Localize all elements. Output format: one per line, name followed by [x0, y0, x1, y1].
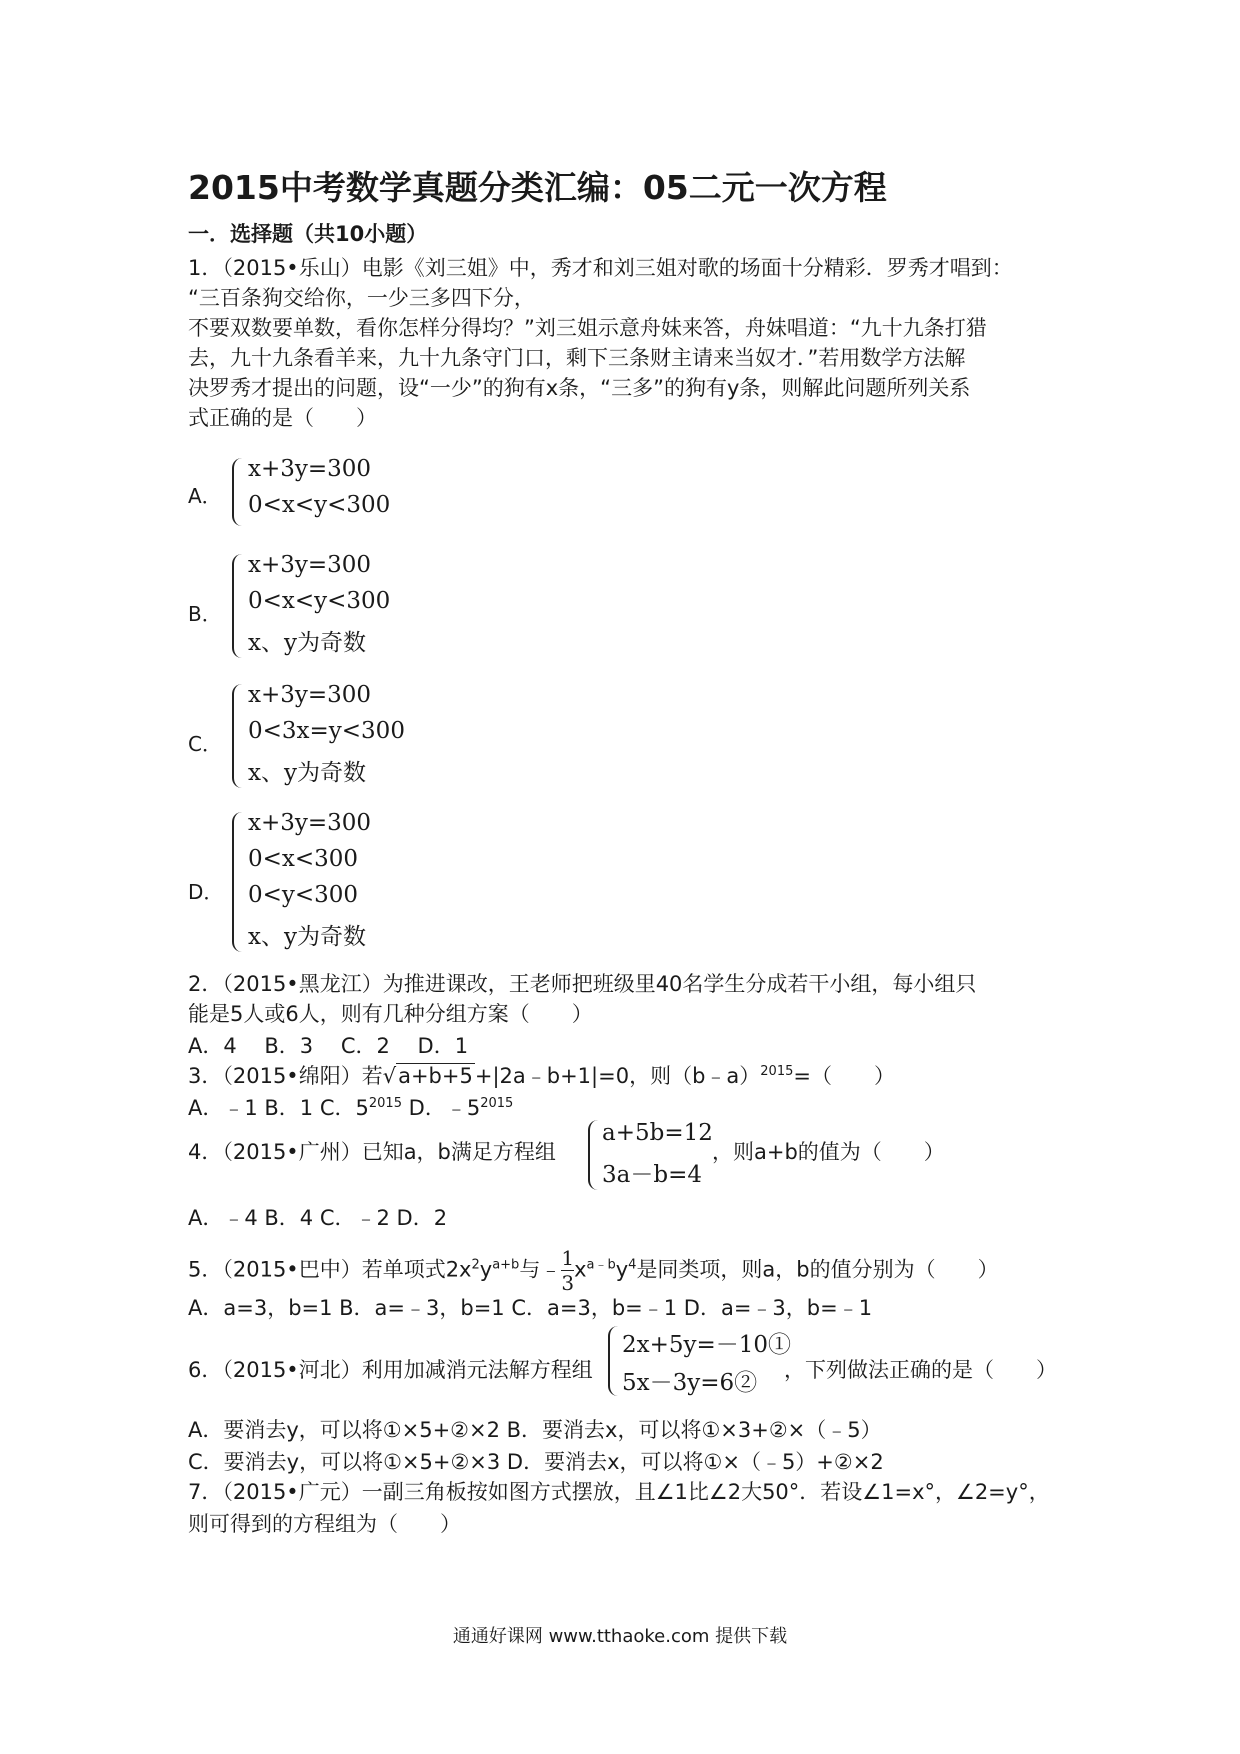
- section-heading: 一．选择题（共10小题）: [188, 222, 428, 246]
- q1-line-5: 决罗秀才提出的问题，设“一少”的狗有x条，“三多”的狗有y条，则解此问题所列关系: [188, 376, 971, 400]
- brace: [232, 458, 244, 526]
- q1-line-3: 不要双数要单数，看你怎样分得均？”刘三姐示意舟妹来答，舟妹唱道：“九十九条打猎: [188, 316, 987, 340]
- q5-exponent: a﹣b: [586, 1257, 616, 1273]
- q7-line-1: 7．（2015•广元）一副三角板按如图方式摆放，且∠1比∠2大50°．若设∠1=x°，∠2=y°，: [188, 1480, 1050, 1504]
- fraction-denominator: 3: [561, 1271, 575, 1295]
- page-footer: 通通好课网 www.tthaoke.com 提供下载: [452, 1626, 788, 1647]
- equation-row: x+3y=300: [248, 682, 372, 708]
- q1-option-b-label: B．: [188, 602, 222, 626]
- q3-exponent: 2015: [760, 1064, 794, 1079]
- equation-row: 5x－3y=6②: [622, 1370, 758, 1396]
- q3-prefix: 3．（2015•绵阳）若: [188, 1064, 383, 1088]
- q4-options: A．﹣4 B．4 C．﹣2 D．2: [188, 1206, 448, 1230]
- equation-row: a+5b=12: [602, 1120, 713, 1146]
- q2-line-2: 能是5人或6人，则有几种分组方案（ ）: [188, 1002, 593, 1026]
- q5-variable: y: [479, 1257, 493, 1282]
- q1-option-a-label: A．: [188, 484, 222, 508]
- equation-row: 3a－b=4: [602, 1162, 702, 1188]
- q5-variable: y: [615, 1257, 629, 1282]
- q5-exponent: 4: [628, 1257, 637, 1273]
- q2-options: A．4 B．3 C．2 D．1: [188, 1034, 469, 1058]
- q5-options: A．a=3，b=1 B．a=﹣3，b=1 C．a=3，b=﹣1 D．a=﹣3，b=﹣1: [188, 1296, 873, 1320]
- brace: [232, 812, 244, 952]
- q5-suffix: 是同类项，则a，b的值分别为（ ）: [636, 1257, 999, 1282]
- q1-option-d-label: D．: [188, 880, 224, 904]
- q4-suffix: ，则a+b的值为（ ）: [712, 1140, 945, 1164]
- brace: [608, 1326, 620, 1396]
- brace: [232, 684, 244, 788]
- q1-line-6: 式正确的是（ ）: [188, 406, 377, 430]
- q1-option-c-label: C．: [188, 732, 222, 756]
- equation-row: 0<y<300: [248, 882, 359, 908]
- equation-row: x、y为奇数: [248, 630, 366, 656]
- equation-row: 2x+5y=－10①: [622, 1332, 792, 1358]
- q4-prefix: 4．（2015•广州）已知a，b满足方程组: [188, 1140, 556, 1164]
- equation-row: 0<x<y<300: [248, 588, 391, 614]
- q5-variable: x: [574, 1257, 587, 1282]
- q3-middle: +|2a﹣b+1|=0，则（b﹣a）: [474, 1064, 761, 1088]
- brace: [232, 554, 244, 658]
- q5-prefix: 5．（2015•巴中）若单项式2x: [188, 1257, 472, 1282]
- sqrt-symbol: √: [382, 1064, 397, 1088]
- q5-exponent: a+b: [492, 1257, 520, 1273]
- fraction-numerator: 1: [561, 1246, 575, 1270]
- equation-row: x、y为奇数: [248, 924, 366, 950]
- equation-row: 0<x<y<300: [248, 492, 391, 518]
- equation-row: x、y为奇数: [248, 760, 366, 786]
- q3-suffix: =（ ）: [793, 1064, 895, 1088]
- equation-row: x+3y=300: [248, 456, 372, 482]
- q5-connector: 与﹣: [519, 1257, 562, 1282]
- q3-options: [188, 1092, 513, 1122]
- equation-row: 0<3x=y<300: [248, 718, 405, 744]
- q6-options-cd: C．要消去y，可以将①×5+②×3 D．要消去x，可以将①×（﹣5）+②×2: [188, 1450, 884, 1474]
- q3-option-c-exponent: 2015: [368, 1096, 402, 1111]
- q5-exponent: 2: [471, 1257, 480, 1273]
- q6-options-ab: A．要消去y，可以将①×5+②×2 B．要消去x，可以将①×3+②×（﹣5）: [188, 1418, 882, 1442]
- q3-stem: [188, 1060, 895, 1090]
- q1-line-4: 去，九十九条看羊来，九十九条守门口，剩下三条财主请来当奴才．”若用数学方法解: [188, 346, 966, 370]
- q3-option-d: D．﹣5: [401, 1096, 481, 1120]
- q6-equation-system: [608, 1326, 792, 1402]
- q3-options-abc: A．﹣1 B．1 C．5: [188, 1096, 369, 1120]
- brace: [588, 1120, 600, 1190]
- q2-line-1: 2．（2015•黑龙江）为推进课改，王老师把班级里40名学生分成若干小组，每小组只: [188, 972, 977, 996]
- equation-row: 0<x<300: [248, 846, 359, 872]
- page-title: 2015中考数学真题分类汇编：05二元一次方程: [188, 168, 887, 207]
- q5-stem: [188, 1246, 999, 1295]
- q3-radicand: a+b+5: [398, 1064, 473, 1088]
- q6-suffix: ，下列做法正确的是（ ）: [784, 1358, 1057, 1382]
- q1-line-1: 1．（2015•乐山）电影《刘三姐》中，秀才和刘三姐对歌的场面十分精彩．罗秀才唱到：: [188, 256, 1013, 280]
- q6-prefix: 6．（2015•河北）利用加减消元法解方程组: [188, 1358, 593, 1382]
- q4-stem: [188, 1136, 556, 1166]
- q6-stem: [188, 1354, 593, 1384]
- q1-line-2: “三百条狗交给你，一少三多四下分，: [188, 286, 535, 310]
- q4-equation-system: [588, 1120, 713, 1196]
- q3-option-d-exponent: 2015: [480, 1096, 514, 1111]
- q5-fraction: [561, 1246, 574, 1295]
- equation-row: x+3y=300: [248, 552, 372, 578]
- equation-row: x+3y=300: [248, 810, 372, 836]
- q7-line-2: 则可得到的方程组为（ ）: [188, 1512, 461, 1536]
